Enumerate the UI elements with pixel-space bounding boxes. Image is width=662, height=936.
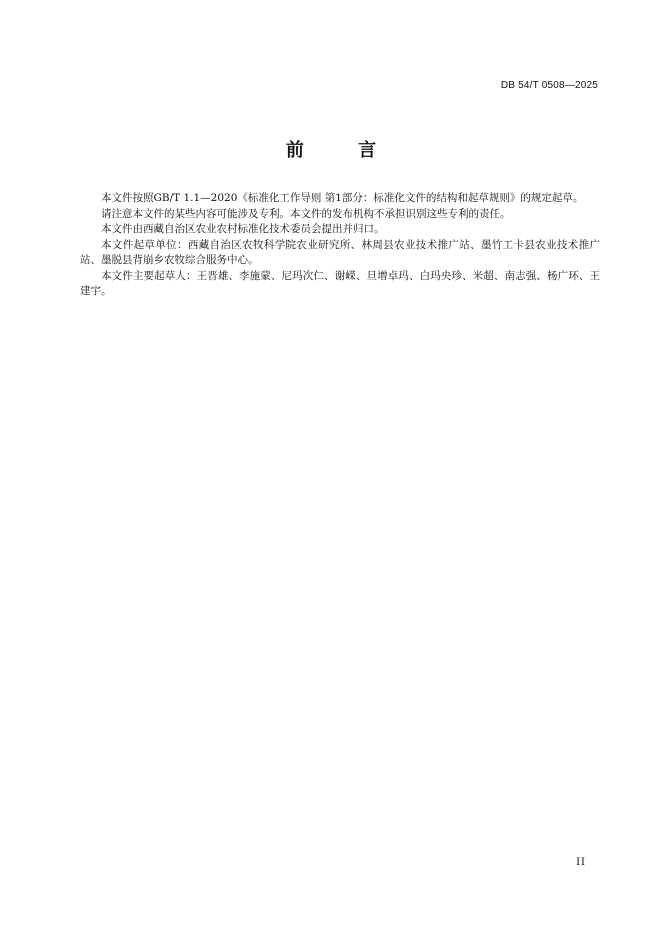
paragraph-drafters: 本文件主要起草人：王晋雄、李施蒙、尼玛次仁、谢嵘、旦增卓玛、白玛央珍、米超、南志强、杨广环、王建宇。 [80, 269, 600, 297]
paragraph-drafting-units: 本文件起草单位：西藏自治区农牧科学院农业研究所、林周县农业技术推广站、墨竹工卡县农业技术推广站、墨脱县背崩乡农牧综合服务中心。 [80, 238, 600, 266]
paragraph-drafting-basis: 本文件按照GB/T 1.1—2020《标准化工作导则 第1部分：标准化文件的结构和起草规则》的规定起草。 [101, 192, 584, 204]
page-number: II [576, 857, 586, 868]
paragraph-patent-notice: 请注意本文件的某些内容可能涉及专利。本文件的发布机构不承担识别这些专利的责任。 [101, 207, 511, 220]
document-code: DB 54/T 0508—2025 [500, 80, 598, 91]
foreword-body [80, 191, 600, 300]
page-title: 前 言 [285, 140, 401, 161]
paragraph-proposer: 本文件由西藏自治区农业农村标准化技术委员会提出并归口。 [101, 223, 385, 235]
